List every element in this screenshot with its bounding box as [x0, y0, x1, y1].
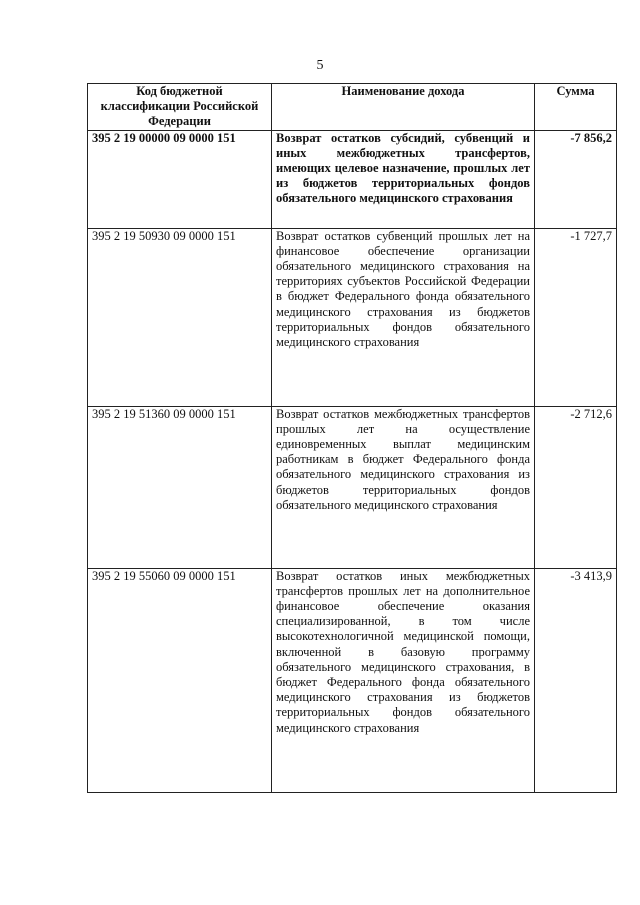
- budget-code-cell: 395 2 19 51360 09 0000 151: [88, 406, 272, 568]
- amount-cell: -7 856,2: [535, 130, 617, 228]
- column-header-code: Код бюджетной классификации Российской Федерации: [88, 84, 272, 131]
- budget-code-cell: 395 2 19 55060 09 0000 151: [88, 568, 272, 792]
- column-header-amount: Сумма: [535, 84, 617, 131]
- revenue-name-cell: Возврат остатков субвенций прошлых лет на финансовое обеспечение организации обязательного медицинского страхования на территориях субъектов Российской Федерации в бюджет Федерального фонда обязательного медицинского страхования из бюджетов территориальных фондов обязательного медицинского страхования: [272, 228, 535, 406]
- budget-revenue-table: [87, 83, 617, 793]
- table-row: [88, 228, 617, 406]
- amount-cell: -2 712,6: [535, 406, 617, 568]
- amount-cell: -1 727,7: [535, 228, 617, 406]
- amount-cell: -3 413,9: [535, 568, 617, 792]
- revenue-name-cell: Возврат остатков межбюджетных трансфертов прошлых лет на осуществление единовременных выплат медицинским работникам в бюджет Федерального фонда обязательного медицинского страхования из бюджетов территориальных фондов обязательного медицинского страхования: [272, 406, 535, 568]
- budget-code-cell: 395 2 19 50930 09 0000 151: [88, 228, 272, 406]
- table-row: [88, 568, 617, 792]
- table-header-row: [88, 84, 617, 131]
- revenue-name-cell: Возврат остатков иных межбюджетных трансфертов прошлых лет на дополнительное финансовое обеспечение оказания специализированной, в том числе высокотехнологичной медицинской помощи, включенной в базовую программу обязательного медицинского страхования, в бюджет Федерального фонда обязательного медицинского страхования из бюджетов территориальных фондов обязательного медицинского страхования: [272, 568, 535, 792]
- revenue-name-cell: Возврат остатков субсидий, субвенций и иных межбюджетных трансфертов, имеющих целевое назначение, прошлых лет из бюджетов территориальных фондов обязательного медицинского страхования: [272, 130, 535, 228]
- budget-code-cell: 395 2 19 00000 09 0000 151: [88, 130, 272, 228]
- table-row: [88, 130, 617, 228]
- table-row: [88, 406, 617, 568]
- page-number: 5: [316, 58, 324, 73]
- column-header-name: Наименование дохода: [272, 84, 535, 131]
